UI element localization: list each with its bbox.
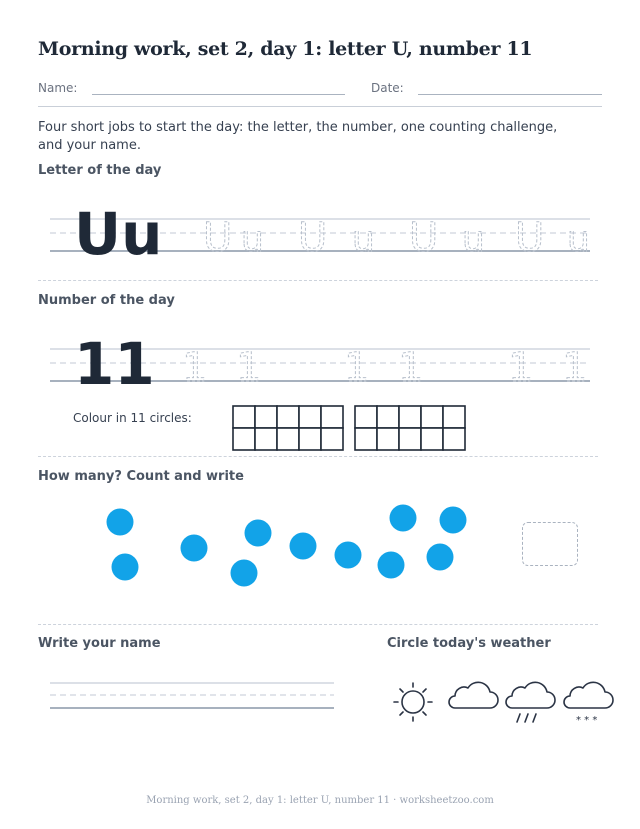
frame-cell[interactable] <box>299 406 321 428</box>
count-dot <box>390 505 417 532</box>
model-number: 11 <box>74 330 155 390</box>
trace-letter[interactable]: U <box>298 215 328 260</box>
frame-cell[interactable] <box>299 428 321 450</box>
trace-number[interactable]: 1 <box>562 345 588 390</box>
frame-cell[interactable] <box>443 406 465 428</box>
frame-cell[interactable] <box>233 406 255 428</box>
count-dot <box>427 544 454 571</box>
count-answer-box[interactable] <box>522 522 578 566</box>
frame-cell[interactable] <box>233 428 255 450</box>
count-dot <box>378 552 405 579</box>
frame-cell[interactable] <box>377 406 399 428</box>
cloud-icon[interactable] <box>449 682 498 708</box>
colour-prompt: Colour in 11 circles: <box>73 411 192 425</box>
count-dot <box>290 533 317 560</box>
frame-cell[interactable] <box>355 406 377 428</box>
frame-cell[interactable] <box>255 428 277 450</box>
name-label: Name: <box>38 81 78 95</box>
model-letter: Uu <box>74 200 163 260</box>
date-label: Date: <box>371 81 404 95</box>
trace-letter[interactable]: U <box>515 215 545 260</box>
intro-text: Four short jobs to start the day: the letter, the number, one counting challenge, and your name. <box>38 120 558 153</box>
count-dot <box>181 535 208 562</box>
trace-letter[interactable]: U <box>203 215 233 260</box>
frame-cell[interactable] <box>443 428 465 450</box>
frame-cell[interactable] <box>377 428 399 450</box>
trace-number[interactable]: 1 <box>508 345 534 390</box>
name-writing-lines[interactable] <box>48 675 338 715</box>
frame-cell[interactable] <box>321 406 343 428</box>
page-title: Morning work, set 2, day 1: letter U, number 11 <box>38 38 533 60</box>
frame-cell[interactable] <box>255 406 277 428</box>
rain-cloud-icon[interactable] <box>506 682 555 722</box>
counting-dots <box>90 495 510 595</box>
frame-cell[interactable] <box>399 428 421 450</box>
count-dot <box>245 520 272 547</box>
trace-letter[interactable]: U <box>409 215 439 260</box>
section-divider <box>38 280 598 281</box>
frame-cell[interactable] <box>277 406 299 428</box>
header-divider <box>38 106 602 107</box>
number-tracing-area[interactable] <box>38 325 598 390</box>
trace-letter[interactable]: u <box>462 219 485 260</box>
svg-text:* * *: * * * <box>576 715 598 726</box>
date-field[interactable] <box>418 94 602 95</box>
count-dot <box>231 560 258 587</box>
trace-number[interactable]: 1 <box>182 345 208 390</box>
sun-icon[interactable] <box>394 683 432 721</box>
frame-cell[interactable] <box>355 428 377 450</box>
snow-cloud-icon[interactable] <box>564 682 613 726</box>
frame-cell[interactable] <box>321 428 343 450</box>
trace-letter[interactable]: u <box>567 219 590 260</box>
trace-letter[interactable]: u <box>241 219 264 260</box>
frame-cell[interactable] <box>277 428 299 450</box>
count-dot <box>107 509 134 536</box>
trace-number[interactable]: 1 <box>398 345 424 390</box>
ten-frames[interactable] <box>232 405 472 451</box>
name-section-heading: Write your name <box>38 636 161 651</box>
footer: Morning work, set 2, day 1: letter U, number 11 · worksheetzoo.com <box>146 795 494 806</box>
name-field[interactable] <box>92 94 345 95</box>
trace-number[interactable]: 1 <box>236 345 262 390</box>
frame-cell[interactable] <box>421 428 443 450</box>
letter-tracing-area[interactable] <box>38 195 598 260</box>
frame-cell[interactable] <box>421 406 443 428</box>
count-dot <box>112 554 139 581</box>
section-divider <box>38 624 598 625</box>
weather-section-heading: Circle today's weather <box>387 636 551 651</box>
count-dot <box>440 507 467 534</box>
section-divider <box>38 456 598 457</box>
trace-letter[interactable]: u <box>352 219 375 260</box>
frame-cell[interactable] <box>399 406 421 428</box>
count-dot <box>335 542 362 569</box>
letter-section-heading: Letter of the day <box>38 163 162 178</box>
trace-number[interactable]: 1 <box>344 345 370 390</box>
number-section-heading: Number of the day <box>38 293 175 308</box>
weather-icons <box>385 677 620 733</box>
count-section-heading: How many? Count and write <box>38 469 244 484</box>
